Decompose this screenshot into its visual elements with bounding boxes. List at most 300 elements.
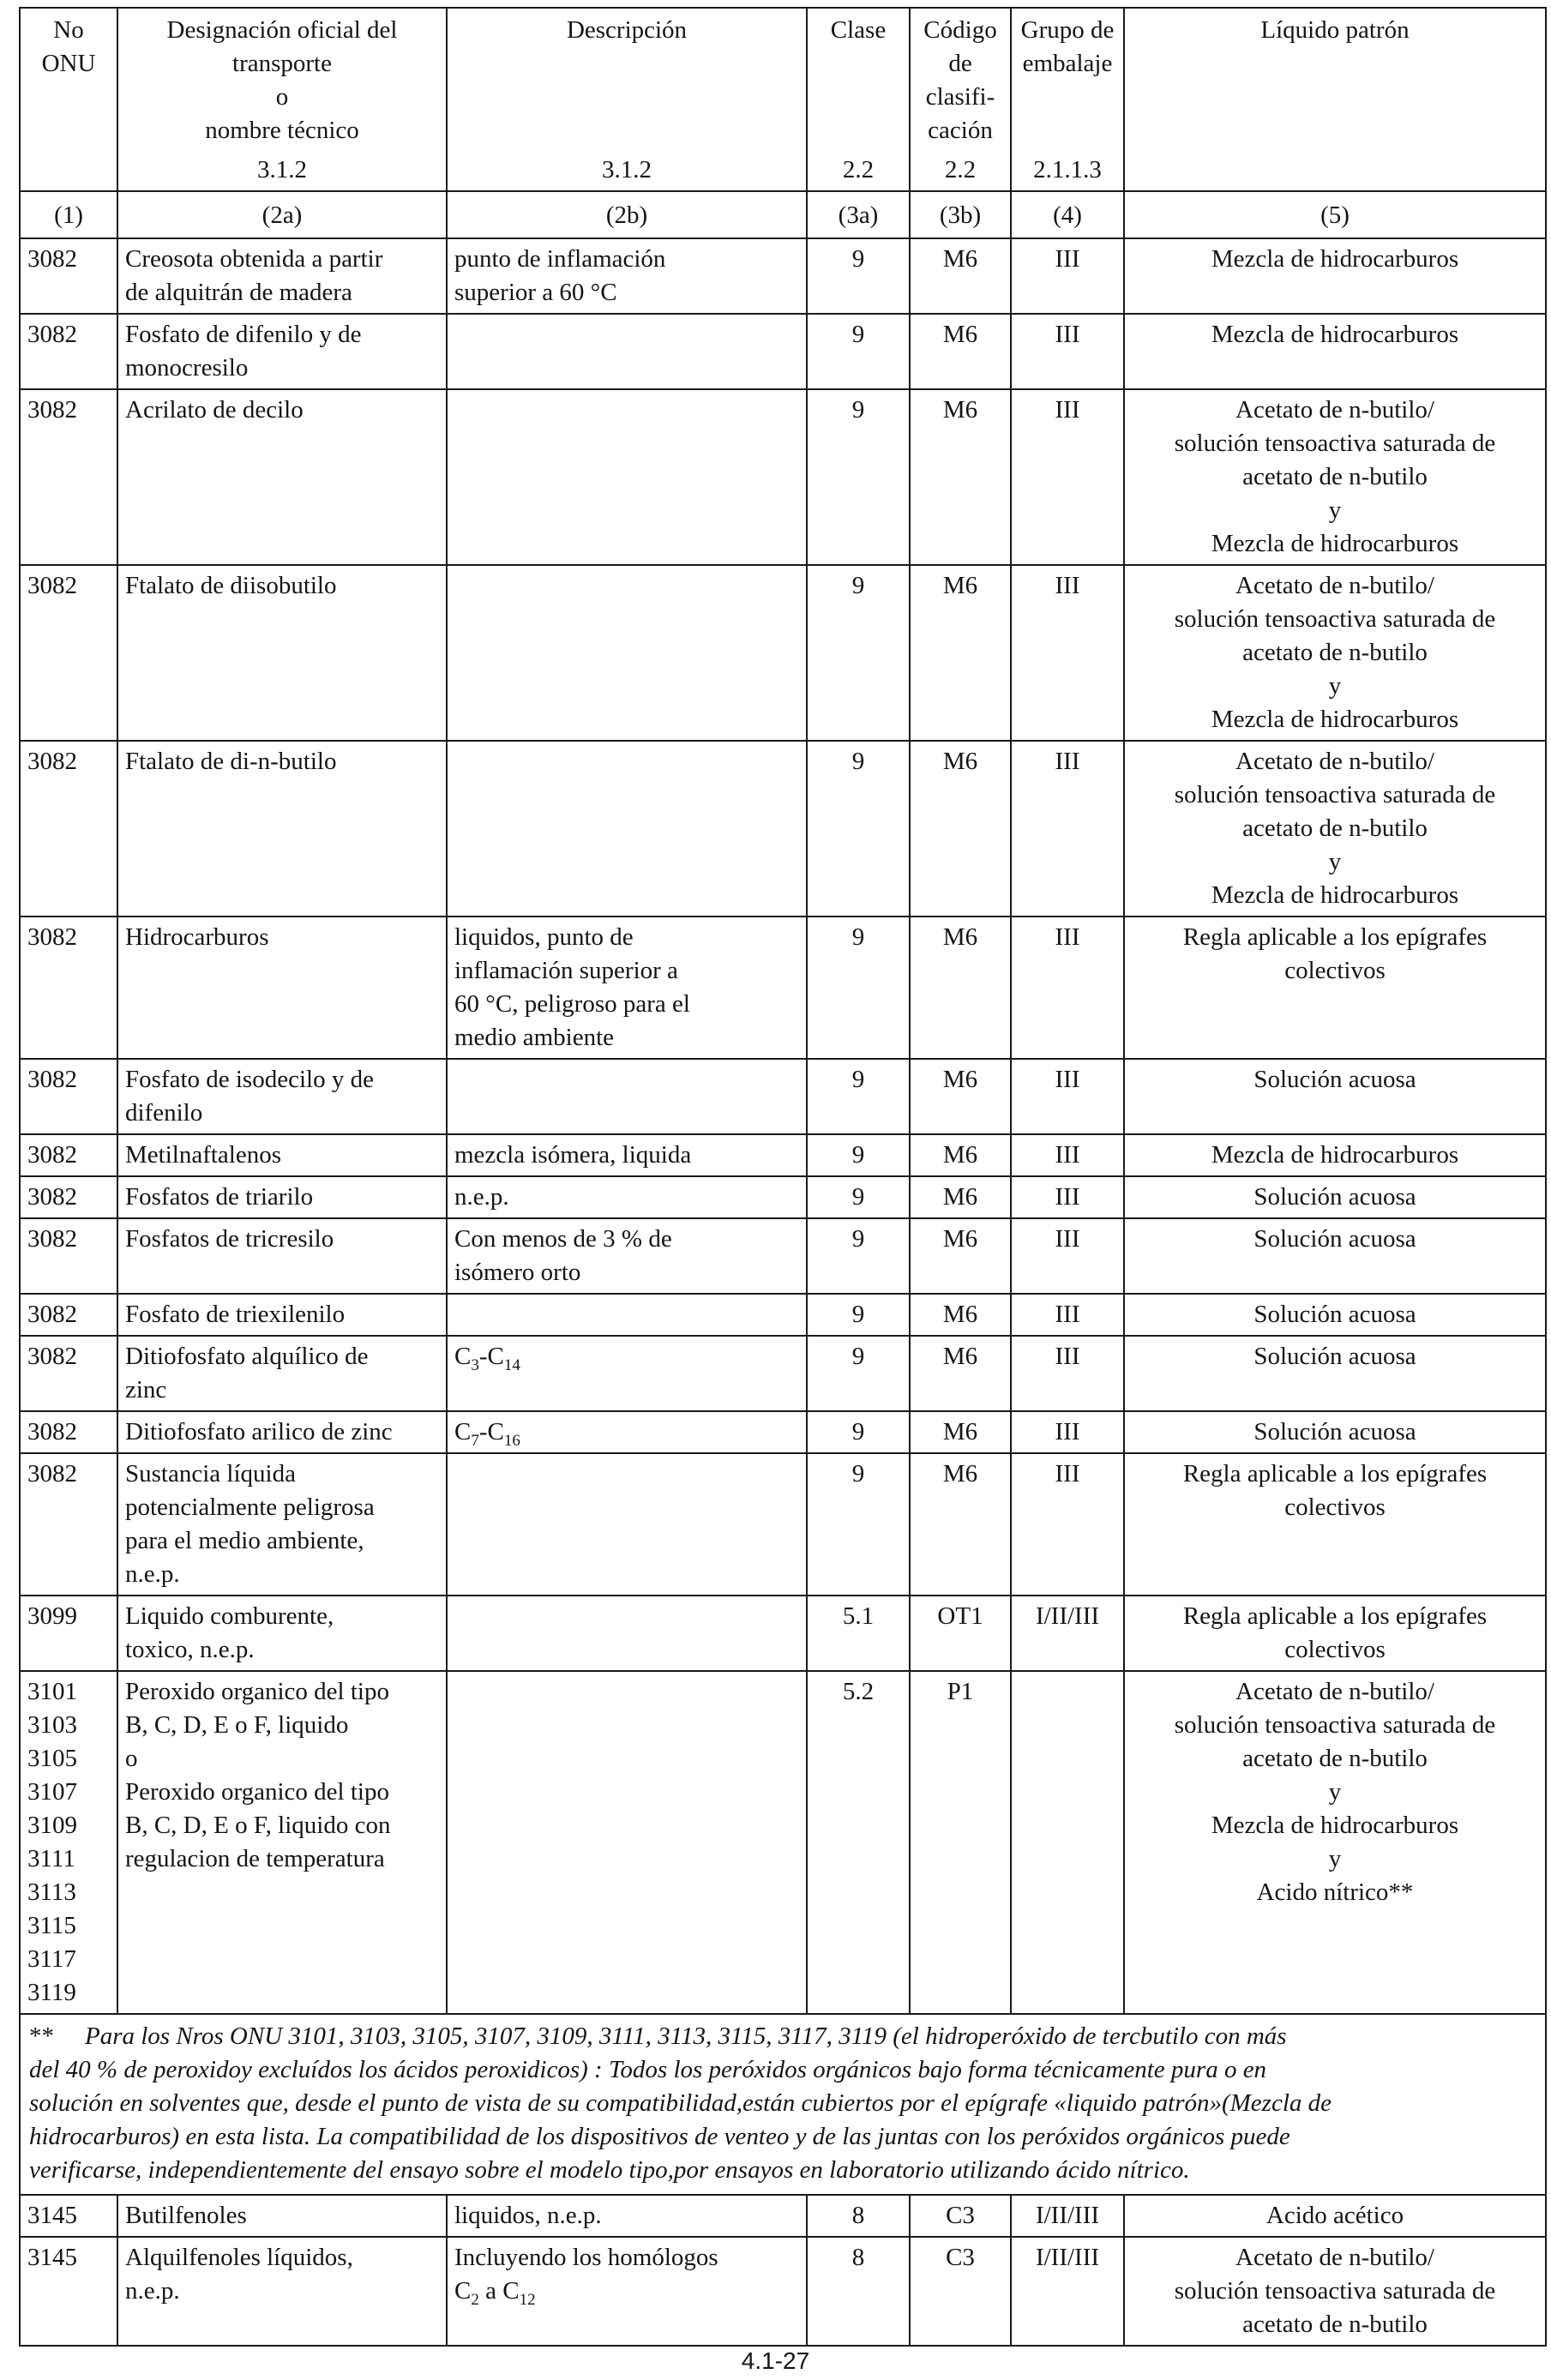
cell-line: y: [1328, 1778, 1342, 1806]
cell-reference-liquid: [1124, 1671, 1546, 2014]
cell-line: 3145: [27, 2202, 77, 2229]
cell-name: [117, 741, 447, 917]
cell-packing-group: III: [1011, 1336, 1124, 1411]
cell-line: 3101: [27, 1678, 77, 1705]
footnote-line: [29, 2154, 1536, 2187]
cell-code: M6: [910, 917, 1011, 1059]
cell-text: C: [454, 2277, 472, 2305]
cell-line: Sustancia líquida: [125, 1460, 296, 1488]
cell-packing-group: III: [1011, 1134, 1124, 1176]
cell-line: regulacion de temperatura: [125, 1845, 385, 1872]
cell-class: 9: [807, 1134, 910, 1176]
cell-reference-liquid: [1124, 1176, 1546, 1218]
header-title: Líquido patrón: [1260, 16, 1410, 44]
cell-onu: [20, 1294, 117, 1336]
cell-line: n.e.p.: [125, 2277, 180, 2305]
cell-description: [447, 314, 807, 389]
header-ref: 3.1.2: [602, 156, 652, 183]
cell-line: potencialmente peligrosa: [125, 1494, 375, 1521]
cell-line: 3082: [27, 1460, 77, 1488]
cell-reference-liquid: [1124, 917, 1546, 1059]
cell-line: Acido nítrico**: [1256, 1878, 1414, 1906]
cell-line: 60 °C, peligroso para el: [454, 990, 690, 1018]
cell-text: a C: [478, 2277, 520, 2305]
cell-line: Ftalato de di-n-butilo: [125, 748, 337, 775]
cell-line: 3082: [27, 572, 77, 599]
cell-line: liquidos, n.e.p.: [454, 2202, 602, 2229]
cell-line: B, C, D, E o F, liquido con: [125, 1812, 391, 1839]
cell-line: 3103: [27, 1711, 77, 1739]
cell-name: [117, 1453, 447, 1596]
cell-line: toxico, n.e.p.: [125, 1636, 255, 1663]
cell-packing-group: I/II/III: [1011, 2237, 1124, 2346]
header-title: Código de clasifi- cación: [923, 16, 997, 144]
cell-reference-liquid: [1124, 1059, 1546, 1134]
table-row: [20, 1218, 1546, 1294]
cell-onu: [20, 1218, 117, 1294]
cell-class: 9: [807, 1336, 910, 1411]
cell-reference-liquid: [1124, 389, 1546, 565]
cell-name: [117, 238, 447, 314]
cell-line: Regla aplicable a los epígrafes: [1182, 1602, 1488, 1630]
footnote-line: [29, 2020, 1536, 2053]
header-title: Descripción: [566, 16, 688, 44]
cell-line: solución tensoactiva saturada de: [1174, 2277, 1496, 2305]
cell-line: 3109: [27, 1812, 77, 1839]
cell-line: 3082: [27, 1141, 77, 1169]
table-row: [20, 314, 1546, 389]
column-number: (5): [1124, 191, 1546, 238]
header-title: No ONU: [41, 16, 96, 77]
cell-description: [447, 1059, 807, 1134]
cell-line: 3082: [27, 1301, 77, 1328]
cell-onu: [20, 1134, 117, 1176]
cell-name: [117, 389, 447, 565]
footnote-text: Para los Nros ONU 3101, 3103, 3105, 3107, 3109, 3111, 3113, 3115, 3117, 3119 (el hidroperóxido de tercbutilo con más: [85, 2022, 1287, 2050]
cell-description: [447, 389, 807, 565]
cell-onu: [20, 1059, 117, 1134]
column-number: (2a): [117, 191, 447, 238]
cell-packing-group: III: [1011, 1176, 1124, 1218]
table-row: [20, 1453, 1546, 1596]
cell-reference-liquid: [1124, 565, 1546, 741]
cell-code: M6: [910, 1294, 1011, 1336]
footnote-line: [29, 2053, 1536, 2087]
cell-line: Acetato de n-butilo/: [1235, 572, 1434, 599]
cell-line: 3119: [27, 1979, 76, 2006]
footnote-text: del 40 % de peroxidoy excluídos los ácidos peroxidicos) : Todos los peróxidos orgánicos bajo forma técnicamente pura o en: [29, 2056, 1267, 2083]
cell-onu: [20, 2237, 117, 2346]
cell-onu: [20, 314, 117, 389]
cell-packing-group: III: [1011, 565, 1124, 741]
cell-text: -C: [478, 1418, 504, 1445]
header-description: [447, 8, 807, 191]
cell-code: M6: [910, 389, 1011, 565]
cell-line: 3082: [27, 245, 77, 273]
cell-onu: [20, 2195, 117, 2237]
cell-line: Acetato de n-butilo/: [1235, 396, 1434, 424]
subscript-text: 7: [471, 1431, 479, 1450]
cell-line: Solución acuosa: [1253, 1225, 1416, 1253]
cell-line: solución tensoactiva saturada de: [1174, 605, 1496, 633]
header-ref: 2.2: [944, 156, 977, 183]
cell-line: 3082: [27, 1183, 77, 1211]
cell-text: C: [454, 1418, 472, 1445]
cell-line: Peroxido organico del tipo: [125, 1778, 389, 1806]
header-onu: [20, 8, 117, 191]
cell-line: Butilfenoles: [125, 2202, 247, 2229]
cell-reference-liquid: [1124, 238, 1546, 314]
footnote-text: hidrocarburos) en esta lista. La compatibilidad de los dispositivos de venteo y de las juntas con los peróxidos orgánicos puede: [29, 2123, 1290, 2150]
cell-onu: [20, 1336, 117, 1411]
cell-line: Acrilato de decilo: [125, 396, 304, 424]
header-reference-liquid: [1124, 8, 1546, 191]
cell-line: 3082: [27, 748, 77, 775]
cell-class: 9: [807, 565, 910, 741]
cell-name: [117, 1176, 447, 1218]
table-row: [20, 1059, 1546, 1134]
cell-line: difenilo: [125, 1099, 203, 1127]
header-title: Clase: [830, 16, 887, 44]
cell-line: superior a 60 °C: [454, 279, 617, 306]
cell-class: 9: [807, 1176, 910, 1218]
cell-code: M6: [910, 1059, 1011, 1134]
footnote-text: solución en solventes que, desde el punto de vista de su compatibilidad,están cubiertos por el epígrafe «liquido patrón»(Mezcla de: [29, 2089, 1332, 2117]
cell-line: 3115: [27, 1912, 76, 1939]
cell-reference-liquid: [1124, 1411, 1546, 1453]
cell-line: Solución acuosa: [1253, 1418, 1416, 1445]
cell-description: [447, 565, 807, 741]
cell-line: Mezcla de hidrocarburos: [1211, 706, 1459, 733]
cell-line: inflamación superior a: [454, 957, 678, 984]
cell-line: Peroxido organico del tipo: [125, 1678, 389, 1705]
cell-line: 3082: [27, 1225, 77, 1253]
cell-reference-liquid: [1124, 1596, 1546, 1671]
cell-line: Regla aplicable a los epígrafes: [1182, 923, 1488, 951]
cell-line: n.e.p.: [454, 1183, 509, 1211]
cell-name: [117, 1294, 447, 1336]
cell-description: [447, 1134, 807, 1176]
cell-line: acetato de n-butilo: [1242, 463, 1428, 490]
column-number: (3a): [807, 191, 910, 238]
cell-packing-group: III: [1011, 1218, 1124, 1294]
cell-packing-group: III: [1011, 1294, 1124, 1336]
table-header-row: [20, 8, 1546, 191]
footnote-marker: **: [29, 2022, 54, 2050]
cell-onu: [20, 1411, 117, 1453]
cell-class: 8: [807, 2195, 910, 2237]
cell-line: Mezcla de hidrocarburos: [1211, 1812, 1459, 1839]
table-row: [20, 917, 1546, 1059]
cell-description: [447, 1671, 807, 2014]
cell-name: [117, 1218, 447, 1294]
cell-line: Fosfato de difenilo y de: [125, 321, 362, 348]
cell-class: 5.2: [807, 1671, 910, 2014]
cell-class: 9: [807, 1411, 910, 1453]
cell-packing-group: III: [1011, 917, 1124, 1059]
cell-packing-group: III: [1011, 1059, 1124, 1134]
liquid-table: [19, 7, 1547, 2347]
cell-line: Mezcla de hidrocarburos: [1211, 321, 1459, 348]
cell-name: [117, 1134, 447, 1176]
cell-code: C3: [910, 2195, 1011, 2237]
cell-class: 9: [807, 1059, 910, 1134]
cell-line: liquidos, punto de: [454, 923, 634, 951]
cell-description: [447, 1336, 807, 1411]
cell-class: 8: [807, 2237, 910, 2346]
cell-description: [447, 1411, 807, 1453]
cell-line: Acetato de n-butilo/: [1235, 2244, 1434, 2271]
cell-line: Ditiofosfato alquílico de: [125, 1343, 369, 1370]
header-ref: 3.1.2: [257, 156, 307, 183]
cell-line: 3082: [27, 1418, 77, 1445]
cell-line: y: [1328, 1845, 1342, 1872]
cell-line: 3082: [27, 923, 77, 951]
column-number: (1): [20, 191, 117, 238]
cell-name: [117, 2195, 447, 2237]
cell-text: C: [454, 1343, 472, 1370]
header-ref: 2.1.1.3: [1033, 156, 1102, 183]
cell-code: M6: [910, 1134, 1011, 1176]
cell-line: Regla aplicable a los epígrafes: [1182, 1460, 1488, 1488]
cell-name: [117, 1411, 447, 1453]
cell-onu: [20, 1596, 117, 1671]
table-body: [20, 8, 1546, 2346]
header-code: [910, 8, 1011, 191]
cell-code: P1: [910, 1671, 1011, 2014]
footnote-line: [29, 2120, 1536, 2154]
table-row: [20, 1411, 1546, 1453]
cell-line: Metilnaftalenos: [125, 1141, 282, 1169]
cell-line: 3082: [27, 1066, 77, 1093]
cell-line: solución tensoactiva saturada de: [1174, 781, 1496, 808]
cell-name: [117, 1596, 447, 1671]
cell-packing-group: I/II/III: [1011, 1596, 1124, 1671]
cell-code: M6: [910, 1218, 1011, 1294]
footnote: [20, 2014, 1546, 2195]
cell-reference-liquid: [1124, 2195, 1546, 2237]
cell-line: 3111: [27, 1845, 75, 1872]
footnote-row: [20, 2014, 1546, 2195]
cell-packing-group: I/II/III: [1011, 2195, 1124, 2237]
cell-line: 3105: [27, 1745, 77, 1772]
cell-line: 3107: [27, 1778, 77, 1806]
cell-reference-liquid: [1124, 1336, 1546, 1411]
cell-code: OT1: [910, 1596, 1011, 1671]
cell-line: mezcla isómera, liquida: [454, 1141, 692, 1169]
subscript-text: 16: [503, 1431, 520, 1450]
cell-description: [447, 2237, 807, 2346]
cell-line: 3117: [27, 1945, 76, 1973]
cell-line: Fosfatos de triarilo: [125, 1183, 314, 1211]
cell-line: Mezcla de hidrocarburos: [1211, 245, 1459, 273]
cell-line: medio ambiente: [454, 1024, 615, 1051]
cell-line: Mezcla de hidrocarburos: [1211, 881, 1459, 909]
table-row: [20, 2195, 1546, 2237]
cell-code: M6: [910, 1336, 1011, 1411]
cell-description: [447, 917, 807, 1059]
cell-class: 9: [807, 1453, 910, 1596]
cell-description: [447, 2195, 807, 2237]
cell-line: 3082: [27, 1343, 77, 1370]
cell-description: [447, 1294, 807, 1336]
cell-line: y: [1328, 848, 1342, 875]
cell-line: colectivos: [1284, 1494, 1386, 1521]
cell-description: [447, 238, 807, 314]
column-number: (2b): [447, 191, 807, 238]
cell-line: Acetato de n-butilo/: [1235, 748, 1434, 775]
table-row: [20, 1336, 1546, 1411]
cell-line: Ditiofosfato arilico de zinc: [125, 1418, 393, 1445]
column-number-row: [20, 191, 1546, 238]
table-row: [20, 741, 1546, 917]
header-class: [807, 8, 910, 191]
cell-line: acetato de n-butilo: [1242, 1745, 1428, 1772]
header-packing-group: [1011, 8, 1124, 191]
cell-reference-liquid: [1124, 2237, 1546, 2346]
cell-reference-liquid: [1124, 1134, 1546, 1176]
cell-class: 9: [807, 917, 910, 1059]
footnote-line: [29, 2087, 1536, 2120]
table-row: [20, 238, 1546, 314]
table-row: [20, 1596, 1546, 1671]
cell-name: [117, 1336, 447, 1411]
cell-description: [447, 1596, 807, 1671]
cell-class: 9: [807, 314, 910, 389]
cell-name: [117, 314, 447, 389]
cell-line: y: [1328, 672, 1342, 700]
cell-description: [447, 1176, 807, 1218]
cell-line: Acetato de n-butilo/: [1235, 1678, 1434, 1705]
cell-line: acetato de n-butilo: [1242, 814, 1428, 842]
table-row: [20, 1176, 1546, 1218]
cell-line: Solución acuosa: [1253, 1183, 1416, 1211]
table-row: [20, 389, 1546, 565]
cell-line: isómero orto: [454, 1259, 581, 1286]
cell-name: [117, 917, 447, 1059]
cell-line: Solución acuosa: [1253, 1301, 1416, 1328]
subscript-text: 3: [471, 1355, 479, 1374]
cell-class: 9: [807, 1294, 910, 1336]
cell-line: de alquitrán de madera: [125, 279, 352, 306]
cell-line: Fosfato de isodecilo y de: [125, 1066, 374, 1093]
cell-packing-group: III: [1011, 1453, 1124, 1596]
cell-code: M6: [910, 565, 1011, 741]
cell-line: Con menos de 3 % de: [454, 1225, 672, 1253]
cell-onu: [20, 389, 117, 565]
cell-line: Solución acuosa: [1253, 1066, 1416, 1093]
cell-line: solución tensoactiva saturada de: [1174, 1711, 1496, 1739]
cell-line: 3145: [27, 2244, 77, 2271]
cell-line: Creosota obtenida a partir: [125, 245, 383, 273]
cell-packing-group: III: [1011, 314, 1124, 389]
cell-onu: [20, 1453, 117, 1596]
cell-line: Mezcla de hidrocarburos: [1211, 530, 1459, 557]
table-row: [20, 1294, 1546, 1336]
cell-code: M6: [910, 1453, 1011, 1596]
cell-line: y: [1328, 496, 1342, 524]
cell-line: solución tensoactiva saturada de: [1174, 430, 1496, 457]
table-row: [20, 2237, 1546, 2346]
header-ref: 2.2: [842, 156, 875, 183]
cell-code: M6: [910, 314, 1011, 389]
cell-reference-liquid: [1124, 1294, 1546, 1336]
cell-line: 3099: [27, 1602, 77, 1630]
cell-line: Hidrocarburos: [125, 923, 269, 951]
cell-line: Mezcla de hidrocarburos: [1211, 1141, 1459, 1169]
cell-line: colectivos: [1284, 1636, 1386, 1663]
subscript-text: 12: [519, 2290, 536, 2309]
footnote-text: verificarse, independientemente del ensayo sobre el modelo tipo,por ensayos en laboratorio utilizando ácido nítrico.: [29, 2156, 1190, 2184]
cell-onu: [20, 741, 117, 917]
cell-text: Incluyendo los homólogos: [454, 2244, 718, 2271]
cell-reference-liquid: [1124, 1218, 1546, 1294]
cell-class: 9: [807, 1218, 910, 1294]
cell-packing-group: III: [1011, 238, 1124, 314]
cell-code: M6: [910, 1176, 1011, 1218]
subscript-text: 14: [503, 1355, 520, 1374]
cell-class: 9: [807, 238, 910, 314]
cell-line: Ftalato de diisobutilo: [125, 572, 337, 599]
column-number: (4): [1011, 191, 1124, 238]
cell-packing-group: [1011, 1671, 1124, 2014]
page-number: 4.1-27: [741, 2347, 810, 2374]
cell-line: colectivos: [1284, 957, 1386, 984]
cell-packing-group: III: [1011, 741, 1124, 917]
cell-class: 5.1: [807, 1596, 910, 1671]
cell-class: 9: [807, 389, 910, 565]
cell-line: zinc: [125, 1376, 167, 1403]
cell-line: Liquido comburente,: [125, 1602, 334, 1630]
cell-line: punto de inflamación: [454, 245, 666, 273]
cell-line: B, C, D, E o F, liquido: [125, 1711, 349, 1739]
cell-name: [117, 1059, 447, 1134]
cell-line: 3082: [27, 321, 77, 348]
cell-line: Acido acético: [1265, 2202, 1404, 2229]
cell-description: [447, 741, 807, 917]
cell-name: [117, 1671, 447, 2014]
cell-description: [447, 1218, 807, 1294]
cell-name: [117, 565, 447, 741]
cell-code: C3: [910, 2237, 1011, 2346]
cell-line: n.e.p.: [125, 1560, 180, 1588]
header-title: Designación oficial del transporte o nombre técnico: [166, 16, 398, 144]
cell-line: acetato de n-butilo: [1242, 639, 1428, 666]
cell-reference-liquid: [1124, 314, 1546, 389]
cell-description: [447, 1453, 807, 1596]
cell-code: M6: [910, 238, 1011, 314]
cell-onu: [20, 917, 117, 1059]
document-page: [19, 7, 1545, 2347]
cell-line: monocresilo: [125, 354, 249, 382]
subscript-text: 2: [471, 2290, 479, 2309]
cell-line: acetato de n-butilo: [1242, 2311, 1428, 2338]
cell-line: Fosfato de triexilenilo: [125, 1301, 346, 1328]
cell-onu: [20, 238, 117, 314]
cell-line: 3082: [27, 396, 77, 424]
cell-packing-group: III: [1011, 389, 1124, 565]
cell-onu: [20, 565, 117, 741]
cell-text: -C: [478, 1343, 504, 1370]
header-name: [117, 8, 447, 191]
cell-class: 9: [807, 741, 910, 917]
cell-line: o: [125, 1745, 138, 1772]
cell-reference-liquid: [1124, 1453, 1546, 1596]
table-row: [20, 565, 1546, 741]
cell-name: [117, 2237, 447, 2346]
column-number: (3b): [910, 191, 1011, 238]
header-title: Grupo de embalaje: [1020, 16, 1115, 77]
